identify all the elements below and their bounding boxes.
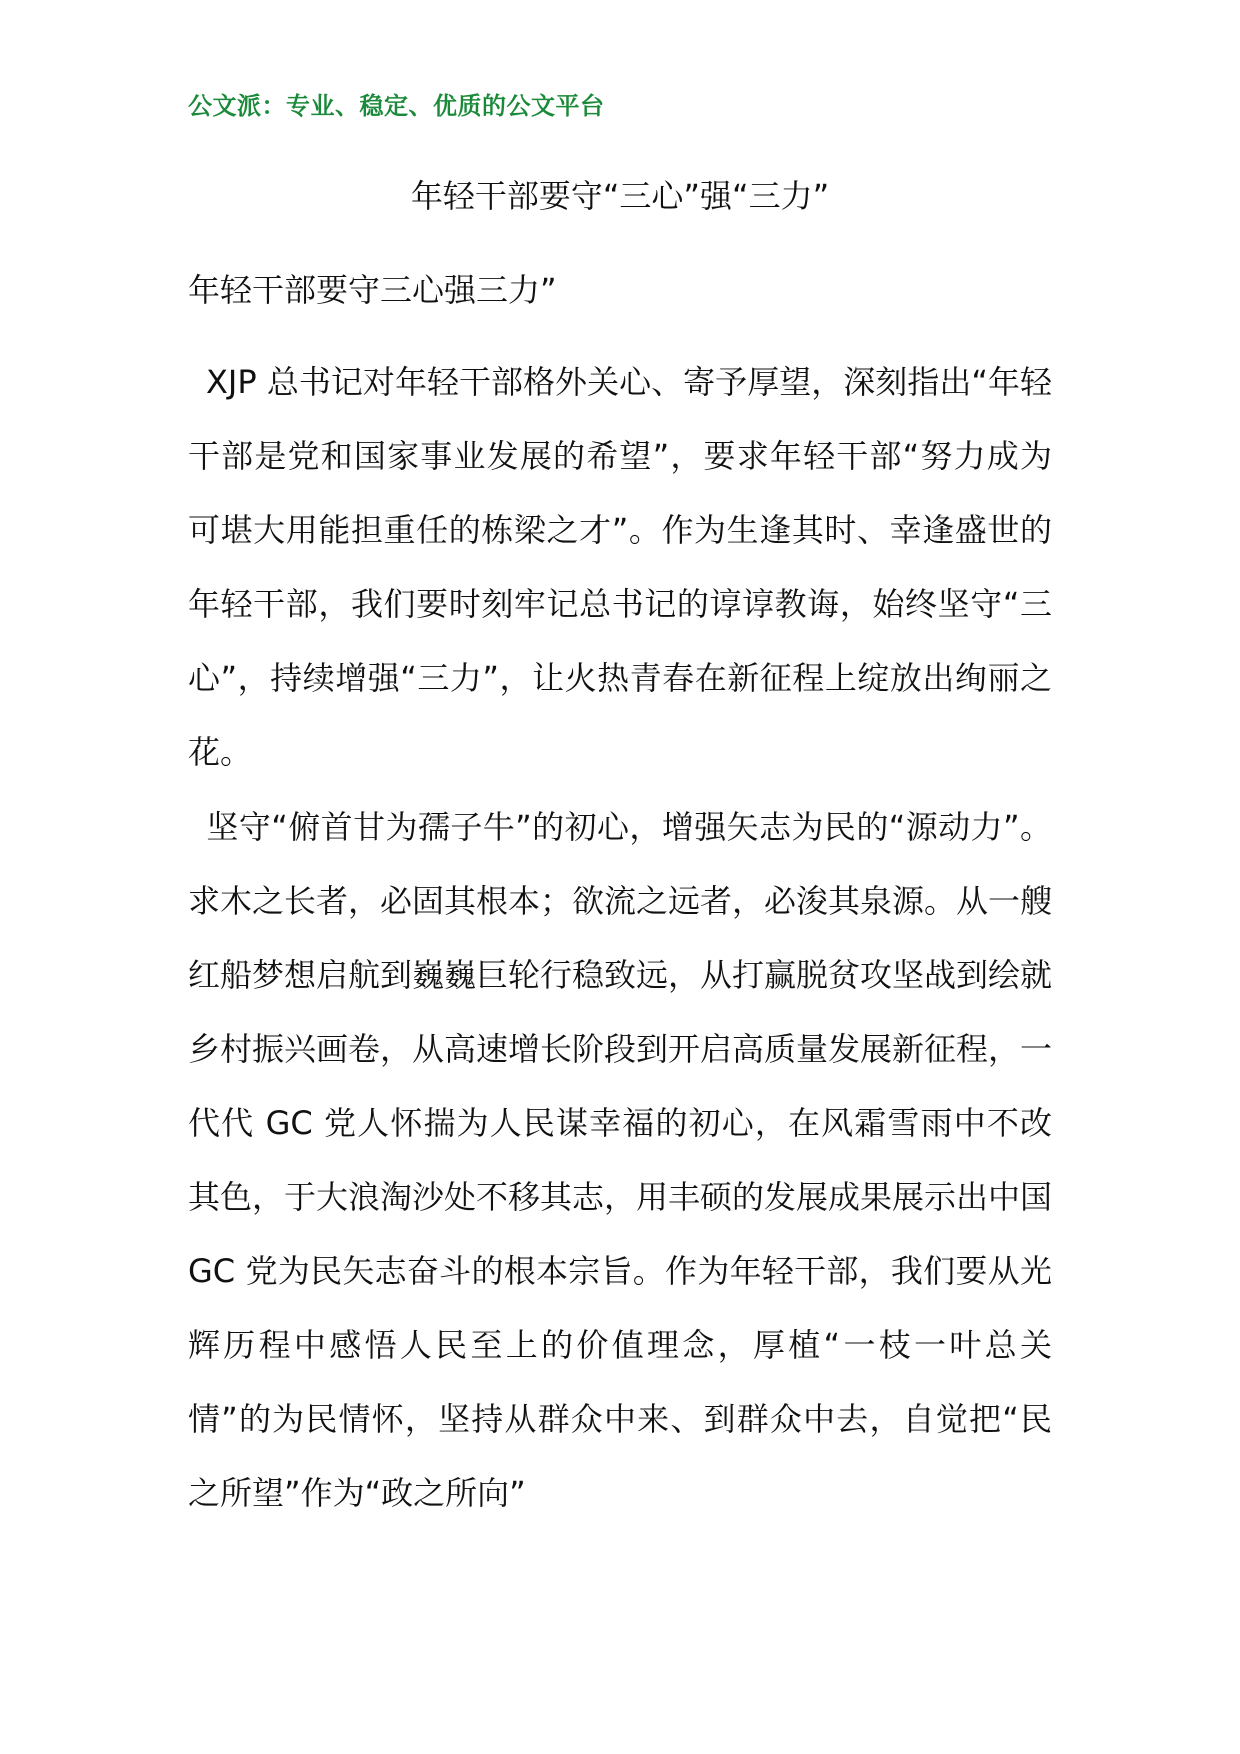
paragraph [188, 345, 1052, 789]
paragraph-text: 坚守“俯首甘为孺子牛”的初心，增强矢志为民的“源动力”。求木之长者，必固其根本；欲流之远者，必浚其泉源。从一艘红船梦想启航到巍巍巨轮行稳致远，从打赢脱贫攻坚战到绘就乡村振兴画卷，从高速增长阶段到开启高质量发展新征程，一代代 GC 党人怀揣为人民谋幸福的初心，在风霜雪雨中不改其色，于大浪淘沙处不移其志，用丰硕的发展成果展示出中国 GC 党为民矢志奋斗的根本宗旨。作为年轻干部，我们要从光辉历程中感悟人民至上的价值理念，厚植“一枝一叶总关情”的为民情怀，坚持从群众中来、到群众中去，自觉把“民之所望”作为“政之所向” [188, 808, 1053, 1512]
platform-banner: 公文派：专业、稳定、优质的公文平台 [188, 92, 605, 120]
document-subtitle: 年轻干部要守三心强三力” [188, 271, 557, 309]
document-title: 年轻干部要守“三心”强“三力” [410, 177, 830, 215]
paragraph [188, 790, 1052, 1530]
paragraph-text: XJP 总书记对年轻干部格外关心、寄予厚望，深刻指出“年轻干部是党和国家事业发展的希望”，要求年轻干部“努力成为可堪大用能担重任的栋梁之才”。作为生逢其时、幸逢盛世的年轻干部，我们要时刻牢记总书记的谆谆教诲，始终坚守“三心”，持续增强“三力”，让火热青春在新征程上绽放出绚丽之花。 [188, 363, 1052, 771]
